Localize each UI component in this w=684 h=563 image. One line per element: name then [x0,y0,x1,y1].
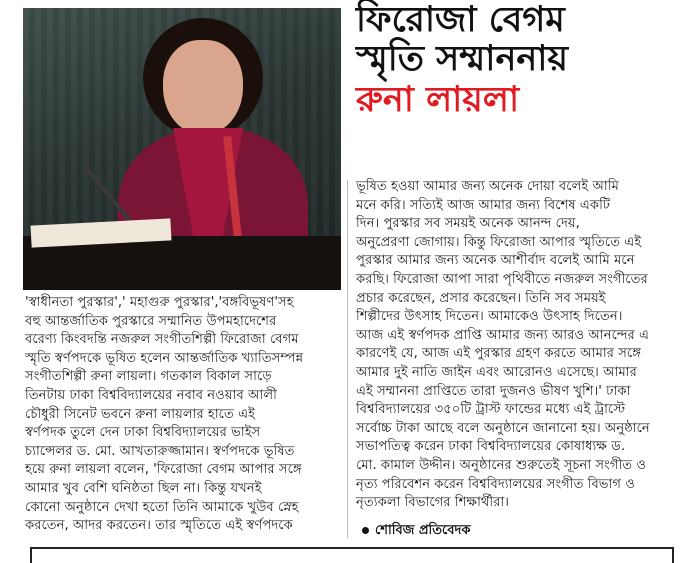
bullet-icon [362,527,369,534]
photo-face [163,40,243,135]
right-column-line: করছি। ফিরোজা আপা সারা পৃথিবীতে নজরুল সংগীতের [356,271,648,287]
right-column-line: পুরস্কার আমার জন্য অনেক আশীর্বাদ বলেই আমি মনে [356,253,635,269]
left-column-line: 'স্বাধীনতা পুরস্কার',' মহাগুরু পুরস্কার','বঙ্গবিভূষণ'সহ [25,295,294,310]
left-column-line: স্বর্ণপদক তুলে দেন ঢাকা বিশ্ববিদ্যালয়ের ভাইস [25,425,261,441]
right-column-line: মনে করি। সত্যিই আজ আমার জন্য বিশেষ একটি [356,197,611,213]
left-column-line: স্মৃতি স্বর্ণপদকে ভূষিত হলেন আন্তর্জাতিক খ্যাতিসম্পন্ন [25,350,304,366]
right-column-line: প্রচার করেছেন, প্রসার করেছেন। তিনি সব সময়ই [356,290,606,306]
right-column-line: এই সম্মাননা প্রাপ্তিতে তারা দুজনও ভীষণ খুশি।' ঢাকা [356,383,631,399]
left-column [25,294,341,536]
byline-text: শোবিজ প্রতিবেদক [375,523,471,538]
left-column-line: তিনটায় ঢাকা বিশ্ববিদ্যালয়ের নবাব নওয়াব আলী [25,387,277,403]
right-column-line: শিল্পীদের উৎসাহ দিতেন। আমাকেও উৎসাহ দিতেন। [356,309,623,325]
right-column-line: মো. কামাল উদ্দীন। অনুষ্ঠানের শুরুতেই সূচনা সংগীত ও [356,457,647,473]
left-column-line: সংগীতশিল্পী রুনা লায়লা। গতকাল বিকাল সাড়ে [25,369,272,385]
headline-line-1: ফিরোজা বেগম [356,0,565,40]
right-column-line: কারণেই যে, আজ এই পুরস্কার গ্রহণ করতে আমার সঙ্গে [356,346,641,362]
right-column-line: সভাপতিত্ব করেন ঢাকা বিশ্ববিদ্যালয়ের কোষাধ্যক্ষ ড. [356,439,626,455]
headline-line-2: স্মৃতি সম্মাননায় [356,38,568,79]
right-column-line: নৃত্য পরিবেশন করেন বিশ্ববিদ্যালয়ের সংগীত বিভাগ ও [356,476,635,492]
right-column-line: সর্বোচ্চ টাকা আছে বলে অনুষ্ঠানে জানানো হয়। অনুষ্ঠানে [356,420,650,436]
left-column-line: কোনো অনুষ্ঠানে দেখা হতো তিনি আমাকে খুউব স্নেহ [25,499,299,515]
headline-line-3: রুনা লায়লা [356,79,520,120]
article-photo [23,8,341,290]
left-column-line: বহু আন্তর্জাতিক পুরস্কারে সম্মানিত উপমহাদেশের [25,313,277,329]
right-column-line: দিন। পুরস্কার সব সময়ই অনেক আনন্দ দেয়, [356,216,580,232]
right-column-line: নৃত্যকলা বিভাগের শিক্ষার্থীরা। [356,495,510,511]
right-column-line: আমার দুই নাতি জাইন এবং আরোনও এসেছে। আমার [356,364,637,380]
left-column-line: বরেণ্য কিংবদন্তি নজরুল সংগীতশিল্পী ফিরোজা বেগম [25,332,299,348]
right-column-line: আজ এই স্বর্ণপদক প্রাপ্তি আমার জন্য আরও আনন্দের এ [356,327,650,343]
headline [356,2,676,118]
left-column-line: করতেন, আদর করতেন। তার স্মৃতিতে এই স্বর্ণপদকে [25,518,293,534]
right-column-line: অনুপ্রেরণা জোগায়। কিন্তু ফিরোজা আপার স্মৃতিতে এই [356,234,642,250]
right-column-line: ভূষিত হওয়া আমার জন্য অনেক দোয়া বলেই আমি [356,179,619,194]
byline [362,521,470,542]
column-divider [347,180,348,538]
right-column-line: বিশ্ববিদ্যালয়ের ৩৫০টি ট্রাস্ট ফান্ডের মধ্যে এই ট্রাস্টে [356,402,626,418]
left-column-line: আমার খুব বেশি ঘনিষ্ঠতা ছিল না। কিন্তু যখনই [25,480,262,496]
right-column [356,178,676,513]
left-column-line: চ্যান্সেলর ড. মো. আখতারুজ্জামান। স্বর্ণপদকে ভূষিত [25,443,295,459]
left-column-line: চৌধুরী সিনেট ভবনে রুনা লায়লার হাতে এই [25,406,255,422]
left-column-line: হয়ে রুনা লায়লা বলেন, 'ফিরোজা বেগম আপার সঙ্গে [25,462,302,478]
